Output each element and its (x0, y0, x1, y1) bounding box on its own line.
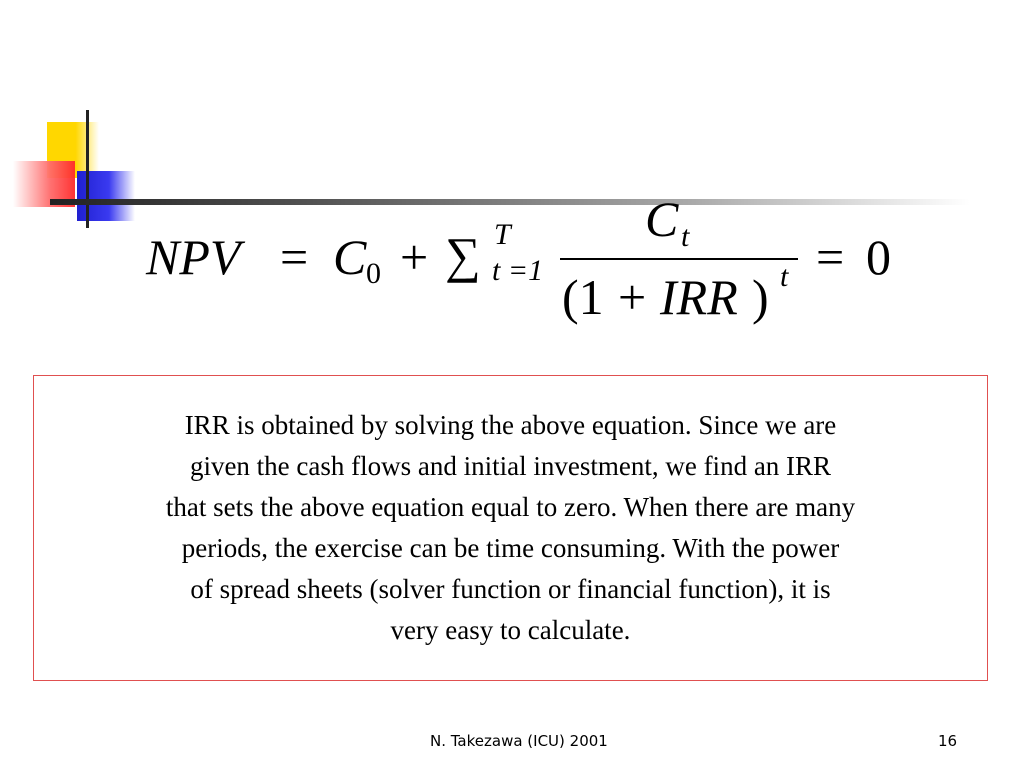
eq-denominator-plus: + (618, 269, 647, 325)
explanation-box (33, 375, 988, 681)
footer-credit: N. Takezawa (ICU) 2001 (430, 732, 608, 750)
eq-c0-base: C (333, 229, 367, 285)
npv-equation (140, 190, 920, 340)
explanation-line-5: of spread sheets (solver function or financial function), it is (190, 574, 831, 604)
eq-denominator-exp: t (780, 260, 789, 293)
explanation-line-2: given the cash flows and initial investment, we find an IRR (189, 451, 832, 481)
eq-denominator-irr: IRR (660, 269, 738, 325)
eq-rhs: 0 (866, 229, 891, 285)
eq-sum-lower: t =1 (492, 254, 544, 287)
eq-fraction-bar (560, 258, 798, 260)
slide-number: 16 (938, 732, 958, 750)
eq-c0-sub: 0 (366, 257, 381, 290)
explanation-line-4: periods, the exercise can be time consuming. With the power (181, 533, 840, 563)
explanation-line-1: IRR is obtained by solving the above equation. Since we are (184, 410, 837, 440)
explanation-line-6: very easy to calculate. (390, 615, 631, 645)
eq-equals: = (280, 229, 309, 285)
explanation-text (61, 405, 961, 651)
logo-vertical-line (86, 110, 89, 228)
eq-sigma: ∑ (445, 227, 481, 283)
eq-denominator-close: ) (752, 269, 769, 325)
explanation-line-3: that sets the above equation equal to zero. When there are many (165, 492, 856, 522)
eq-sum-upper: T (494, 218, 511, 251)
eq-lhs: NPV (146, 229, 241, 285)
eq-plus: + (400, 229, 429, 285)
eq-equals-zero: = (816, 229, 845, 285)
eq-denominator-open: (1 (562, 269, 604, 325)
eq-numerator-base: C (645, 191, 679, 247)
eq-numerator-sub: t (681, 220, 690, 253)
